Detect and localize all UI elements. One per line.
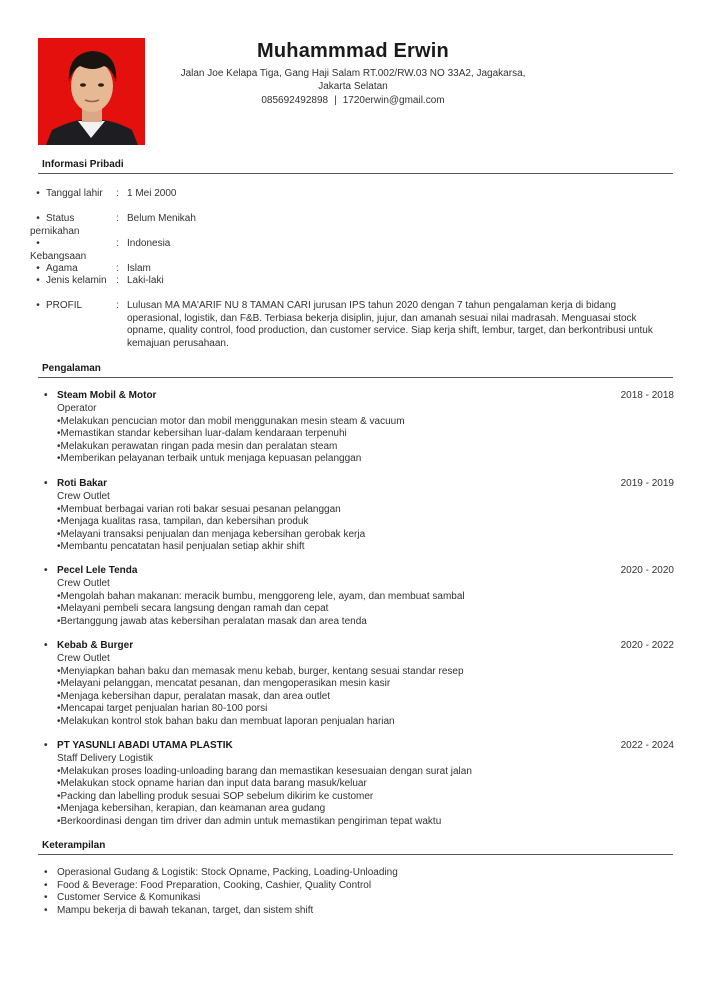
info-value: Islam [127, 263, 151, 274]
job-task: •Menyiapkan bahan baku dan memasak menu kebab, burger, kentang sesuai standar resep [57, 665, 464, 677]
job-company: PT YASUNLI ABADI UTAMA PLASTIK [57, 740, 233, 751]
section-title-skills: Keterampilan [42, 840, 106, 851]
email-address: 1720erwin@gmail.com [342, 95, 445, 106]
candidate-address: Jalan Joe Kelapa Tiga, Gang Haji Salam RT.002/RW.03 NO 33A2, Jagakarsa, Jakarta Selatan [180, 68, 526, 92]
job-task: •Memberikan pelayanan terbaik untuk menjaga kepuasan pelanggan [57, 453, 362, 464]
section-divider [38, 377, 673, 378]
job-date: 2020 - 2022 [620, 640, 674, 651]
job-entry [44, 640, 674, 728]
job-task: •Menjaga kualitas rasa, tampilan, dan kebersihan produk [57, 516, 309, 527]
job-task: •Melakukan pencucian motor dan mobil menggunakan mesin steam & vacuum [57, 415, 405, 427]
job-bullet: • [44, 740, 48, 751]
job-role: Operator [57, 403, 97, 414]
info-value: Belum Menikah [127, 213, 196, 224]
info-colon: : [116, 263, 119, 274]
job-bullet: • [44, 390, 48, 401]
info-label: • PROFIL [36, 300, 83, 311]
info-label: • Tanggal lahir [36, 188, 103, 199]
contact-line [150, 95, 556, 106]
info-colon: : [116, 275, 119, 286]
profile-summary: Lulusan MA MA'ARIF NU 8 TAMAN CARI jurusan IPS tahun 2020 dengan 7 tahun pengalaman kerja di bidang operasional, logistik, dan F&B. Terbiasa bekerja disiplin, jujur, dan amanah sesuai nilai madrasah. Menguasai stock opname, quality control, food production, dan customer service. Siap kerja shift, lembur, target, dan berkontribusi untuk kemajuan perusahaan. [127, 300, 653, 349]
job-role: Crew Outlet [57, 578, 110, 589]
job-role: Staff Delivery Logistik [57, 753, 153, 764]
info-colon: : [116, 213, 119, 224]
skill-item: • Operasional Gudang & Logistik: Stock Opname, Packing, Loading-Unloading [44, 867, 398, 880]
job-company: Roti Bakar [57, 478, 108, 489]
phone-number: 085692492898 [261, 95, 329, 106]
job-task: •Melayani transaksi penjualan dan menjaga kebersihan gerobak kerja [57, 528, 366, 540]
job-role: Crew Outlet [57, 653, 110, 664]
info-value: Laki-laki [127, 275, 164, 286]
info-label: • Agama [36, 263, 78, 274]
info-colon: : [116, 188, 119, 199]
job-task: •Melayani pelanggan, mencatat pesanan, dan mengoperasikan mesin kasir [57, 678, 391, 689]
skill-item: • Customer Service & Komunikasi [44, 892, 398, 905]
job-date: 2022 - 2024 [620, 740, 674, 751]
info-label: • [36, 238, 40, 249]
info-label: • Status pernikahan [30, 213, 80, 237]
candidate-name: Muhammmad Erwin [257, 40, 449, 62]
job-task: •Mencapai target penjualan harian 80-100 porsi [57, 703, 268, 714]
job-task: •Melakukan stock opname harian dan input data barang masuk/keluar [57, 778, 367, 789]
job-bullet: • [44, 478, 48, 489]
section-title-personal: Informasi Pribadi [42, 159, 124, 170]
job-task: •Menjaga kebersihan, kerapian, dan keamanan area gudang [57, 803, 326, 814]
skills-list [44, 867, 398, 917]
job-task: •Membuat berbagai varian roti bakar sesuai pesanan pelanggan [57, 503, 341, 515]
job-entry [44, 390, 674, 466]
job-task: •Melakukan perawatan ringan pada mesin dan peralatan steam [57, 440, 338, 452]
job-task: •Menjaga kebersihan dapur, peralatan masak, dan area outlet [57, 690, 331, 702]
job-task: •Melayani pembeli secara langsung dengan ramah dan cepat [57, 603, 329, 614]
job-company: Kebab & Burger [57, 640, 134, 651]
job-entry [44, 740, 674, 828]
job-role: Crew Outlet [57, 491, 110, 502]
job-task: •Packing dan labelling produk sesuai SOP sebelum dikirim ke customer [57, 790, 374, 802]
job-company: Steam Mobil & Motor [57, 390, 157, 401]
job-bullet: • [44, 640, 48, 651]
job-date: 2019 - 2019 [620, 478, 674, 489]
job-entry [44, 565, 674, 628]
job-task: •Mengolah bahan makanan: meracik bumbu, menggoreng lele, ayam, dan membuat sambal [57, 590, 465, 602]
info-label-text: Kebangsaan [30, 250, 87, 262]
profile-photo [38, 38, 145, 145]
job-task: •Membantu pencatatan hasil penjualan setiap akhir shift [57, 541, 305, 552]
job-entry [44, 478, 674, 554]
job-task: •Melakukan proses loading-unloading barang dan memastikan kesesuaian dengan surat jalan [57, 765, 472, 777]
section-divider [38, 173, 673, 174]
job-bullet: • [44, 565, 48, 576]
job-date: 2020 - 2020 [620, 565, 674, 576]
skill-item: • Food & Beverage: Food Preparation, Cooking, Cashier, Quality Control [44, 880, 398, 893]
skill-item: • Mampu bekerja di bawah tekanan, target, dan sistem shift [44, 905, 398, 918]
contact-separator: | [334, 95, 337, 106]
job-task: •Berkoordinasi dengan tim driver dan admin untuk memastikan pengiriman tepat waktu [57, 815, 442, 827]
job-task: •Melakukan kontrol stok bahan baku dan membuat laporan penjualan harian [57, 715, 395, 727]
info-colon: : [116, 300, 119, 311]
section-title-experience: Pengalaman [42, 363, 101, 374]
section-divider [38, 854, 673, 855]
info-label: • Jenis kelamin [36, 275, 107, 286]
job-task: •Memastikan standar kebersihan luar-dalam kendaraan terpenuhi [57, 428, 347, 439]
portrait-illustration [38, 38, 145, 145]
job-date: 2018 - 2018 [620, 390, 674, 401]
job-task: •Bertanggung jawab atas kebersihan peralatan masak dan area tenda [57, 615, 367, 627]
info-colon: : [116, 238, 119, 249]
info-value: 1 Mei 2000 [127, 188, 177, 199]
info-value: Indonesia [127, 238, 171, 249]
job-company: Pecel Lele Tenda [57, 565, 138, 576]
